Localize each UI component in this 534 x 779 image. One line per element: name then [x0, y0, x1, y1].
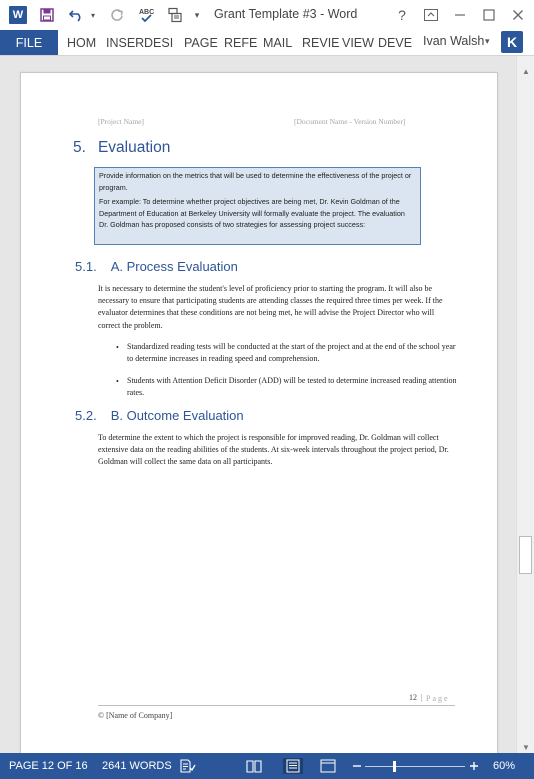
customize-qat-icon[interactable]: ▾ [194, 9, 200, 20]
close-icon[interactable] [506, 4, 530, 26]
subsection-number: 5.1. [75, 259, 97, 274]
document-area [0, 56, 516, 753]
tab-view[interactable]: VIEW [342, 35, 374, 50]
word-count-status[interactable]: 2641 WORDS [102, 760, 172, 772]
header-project-name: [Project Name] [98, 117, 145, 126]
undo-icon[interactable] [66, 4, 88, 26]
tab-developer[interactable]: DEVE [378, 35, 413, 50]
proofing-icon[interactable] [180, 758, 196, 774]
paragraph-text: To determine the extent to which the project is responsible for improved reading, Dr. Goldman will collect extensive data on the reading abilities of the students. At six-week intervals throughout the project period, Dr. Goldman will collect the same data on all participants. [98, 433, 449, 467]
tab-design[interactable]: DESI [144, 35, 174, 50]
bullet-icon: • [116, 377, 119, 386]
page-count-status[interactable]: PAGE 12 OF 16 [9, 760, 88, 772]
tab-review[interactable]: REVIE [302, 35, 340, 50]
zoom-out-icon[interactable] [349, 758, 365, 774]
subsection-title: B. Outcome Evaluation [110, 408, 244, 423]
maximize-icon[interactable] [477, 4, 501, 26]
tab-mailings[interactable]: MAIL [263, 35, 293, 50]
subsection-heading-process [75, 259, 238, 274]
help-icon[interactable]: ? [398, 7, 406, 23]
print-layout-icon[interactable] [283, 758, 303, 774]
footer-rule [98, 705, 455, 706]
tab-page-layout[interactable]: PAGE [184, 35, 218, 50]
status-bar [0, 753, 534, 779]
user-dropdown-icon[interactable]: ▾ [485, 36, 490, 46]
tab-insert[interactable]: INSER [106, 35, 145, 50]
zoom-in-icon[interactable] [466, 758, 482, 774]
footer-copyright: © [Name of Company] [98, 711, 173, 720]
outcome-evaluation-paragraph [98, 432, 458, 469]
user-avatar[interactable]: K [501, 31, 523, 53]
paragraph-text: It is necessary to determine the student's level of proficiency prior to starting the program. It will also be necessary to ensure that participating students are attending classes the required three times per week. If the evaluator determines that these conditions are not being met, he will advise the Project Director who will correct the problem. [98, 284, 443, 330]
section-heading [73, 139, 170, 157]
user-name[interactable]: Ivan Walsh [423, 34, 485, 48]
scroll-up-icon[interactable]: ▲ [522, 66, 530, 76]
instruction-paragraph-2: For example: To determine whether project objectives are being met, Dr. Kevin Goldman of the Department of Education at Berkeley University will formally evaluate the project. The evaluation Dr. Goldman has proposed consists of two strategies for assessing project success: [99, 197, 405, 230]
section-title: Evaluation [97, 139, 171, 156]
zoom-slider[interactable] [365, 766, 465, 767]
minimize-icon[interactable] [448, 4, 472, 26]
ribbon-tab-bar [0, 30, 534, 56]
format-painter-icon[interactable] [164, 4, 186, 26]
subsection-heading-outcome [75, 408, 244, 423]
header-document-name: [Document Name - Version Number] [294, 117, 406, 126]
word-logo-icon[interactable]: W [9, 6, 27, 24]
window-title: Grant Template #3 - Word [214, 7, 358, 21]
spelling-icon[interactable] [136, 4, 158, 26]
instruction-box [94, 167, 421, 245]
footer-separator: | [421, 693, 423, 702]
svg-text:ABC: ABC [139, 9, 155, 16]
footer-page-word: Page [426, 694, 450, 703]
bullet-item-2: Students with Attention Deficit Disorder (ADD) will be tested to determine increased reading attention rates. [127, 376, 457, 398]
document-page[interactable] [20, 72, 498, 753]
save-icon[interactable] [36, 4, 58, 26]
process-evaluation-paragraph [98, 283, 458, 332]
zoom-slider-thumb[interactable] [393, 761, 396, 772]
title-bar [0, 0, 534, 30]
zoom-level[interactable]: 60% [493, 760, 516, 772]
tab-references[interactable]: REFE [224, 35, 258, 50]
tab-home[interactable]: HOM [67, 35, 97, 50]
subsection-number: 5.2. [75, 408, 97, 423]
scrollbar-thumb[interactable] [519, 536, 532, 574]
file-tab[interactable]: FILE [0, 30, 58, 55]
ribbon-display-icon[interactable] [419, 4, 443, 26]
bullet-icon: • [116, 343, 119, 352]
scroll-down-icon[interactable]: ▼ [522, 742, 530, 752]
vertical-scrollbar[interactable] [516, 56, 534, 753]
web-layout-icon[interactable] [320, 758, 336, 774]
redo-icon[interactable] [106, 4, 128, 26]
undo-dropdown-icon[interactable]: ▾ [90, 10, 95, 20]
read-mode-icon[interactable] [246, 758, 262, 774]
instruction-paragraph-1: Provide information on the metrics that will be used to determine the effectiveness of the project or program. [99, 171, 412, 192]
bullet-item-1: Standardized reading tests will be conducted at the start of the project and at the end of the school year to determine increases in reading speed and comprehension. [127, 342, 456, 364]
subsection-title: A. Process Evaluation [110, 259, 238, 274]
footer-page-number: 12 [409, 693, 417, 702]
section-number: 5. [73, 139, 86, 156]
